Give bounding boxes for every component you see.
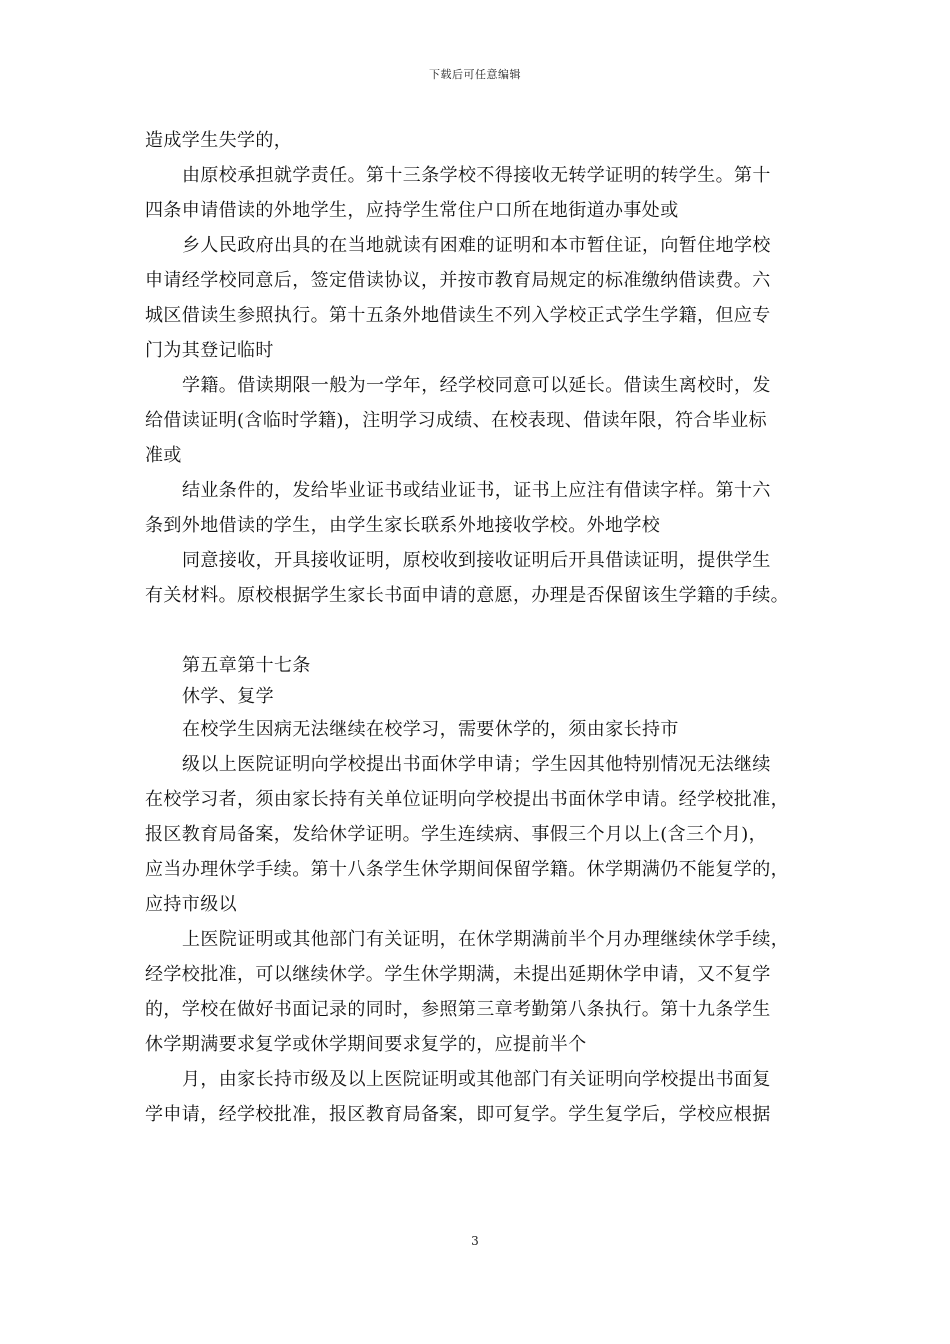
text-line: 经学校批准，可以继续休学。学生休学期满，未提出延期休学申请，又不复学	[145, 964, 771, 985]
document-body	[145, 123, 825, 1132]
text-line: 在校学生因病无法继续在校学习，需要休学的，须由家长持市	[182, 719, 679, 740]
text-line: 由原校承担就学责任。第十三条学校不得接收无转学证明的转学生。第十	[182, 165, 771, 186]
text-line: 上医院证明或其他部门有关证明，在休学期满前半个月办理继续休学手续，	[182, 929, 790, 950]
text-line: 四条申请借读的外地学生，应持学生常住户口所在地街道办事处或	[145, 200, 679, 221]
text-line: 门为其登记临时	[145, 340, 274, 361]
text-line: 月，由家长持市级及以上医院证明或其他部门有关证明向学校提出书面复	[182, 1069, 771, 1090]
text-line: 结业条件的，发给毕业证书或结业证书，证书上应注有借读字样。第十六	[182, 480, 771, 501]
text-line: 造成学生失学的，	[145, 130, 293, 151]
text-line: 级以上医院证明向学校提出书面休学申请；学生因其他特别情况无法继续	[182, 754, 771, 775]
text-line: 学申请，经学校批准，报区教育局备案，即可复学。学生复学后，学校应根据	[145, 1104, 771, 1125]
text-line: 有关材料。原校根据学生家长书面申请的意愿，办理是否保留该生学籍的手续。	[145, 585, 789, 606]
text-line: 在校学习者，须由家长持有关单位证明向学校提出书面休学申请。经学校批准，	[145, 789, 789, 810]
text-line: 休学期满要求复学或休学期间要求复学的，应提前半个	[145, 1034, 587, 1055]
chapter-heading: 第五章第十七条	[182, 655, 311, 676]
text-line: 的，学校在做好书面记录的同时，参照第三章考勤第八条执行。第十九条学生	[145, 999, 771, 1020]
paragraph-gap	[145, 613, 825, 650]
page-number: 3	[471, 1234, 479, 1248]
text-line: 报区教育局备案，发给休学证明。学生连续病、事假三个月以上(含三个月)，	[145, 824, 768, 845]
text-line: 城区借读生参照执行。第十五条外地借读生不列入学校正式学生学籍，但应专	[145, 305, 771, 326]
text-line: 乡人民政府出具的在当地就读有困难的证明和本市暂住证，向暂住地学校	[182, 235, 771, 256]
text-line: 同意接收，开具接收证明，原校收到接收证明后开具借读证明，提供学生	[182, 550, 771, 571]
section-heading: 休学、复学	[182, 686, 274, 707]
page-header: 下载后可任意编辑	[429, 68, 521, 81]
text-line: 应持市级以	[145, 894, 237, 915]
text-line: 给借读证明(含临时学籍)，注明学习成绩、在校表现、借读年限，符合毕业标	[145, 410, 768, 431]
text-line: 准或	[145, 445, 182, 466]
text-line: 应当办理休学手续。第十八条学生休学期间保留学籍。休学期满仍不能复学的，	[145, 859, 789, 880]
text-line: 条到外地借读的学生，由学生家长联系外地接收学校。外地学校	[145, 515, 661, 536]
text-line: 申请经学校同意后，签定借读协议，并按市教育局规定的标准缴纳借读费。六	[145, 270, 771, 291]
text-line: 学籍。借读期限一般为一学年，经学校同意可以延长。借读生离校时，发	[182, 375, 771, 396]
